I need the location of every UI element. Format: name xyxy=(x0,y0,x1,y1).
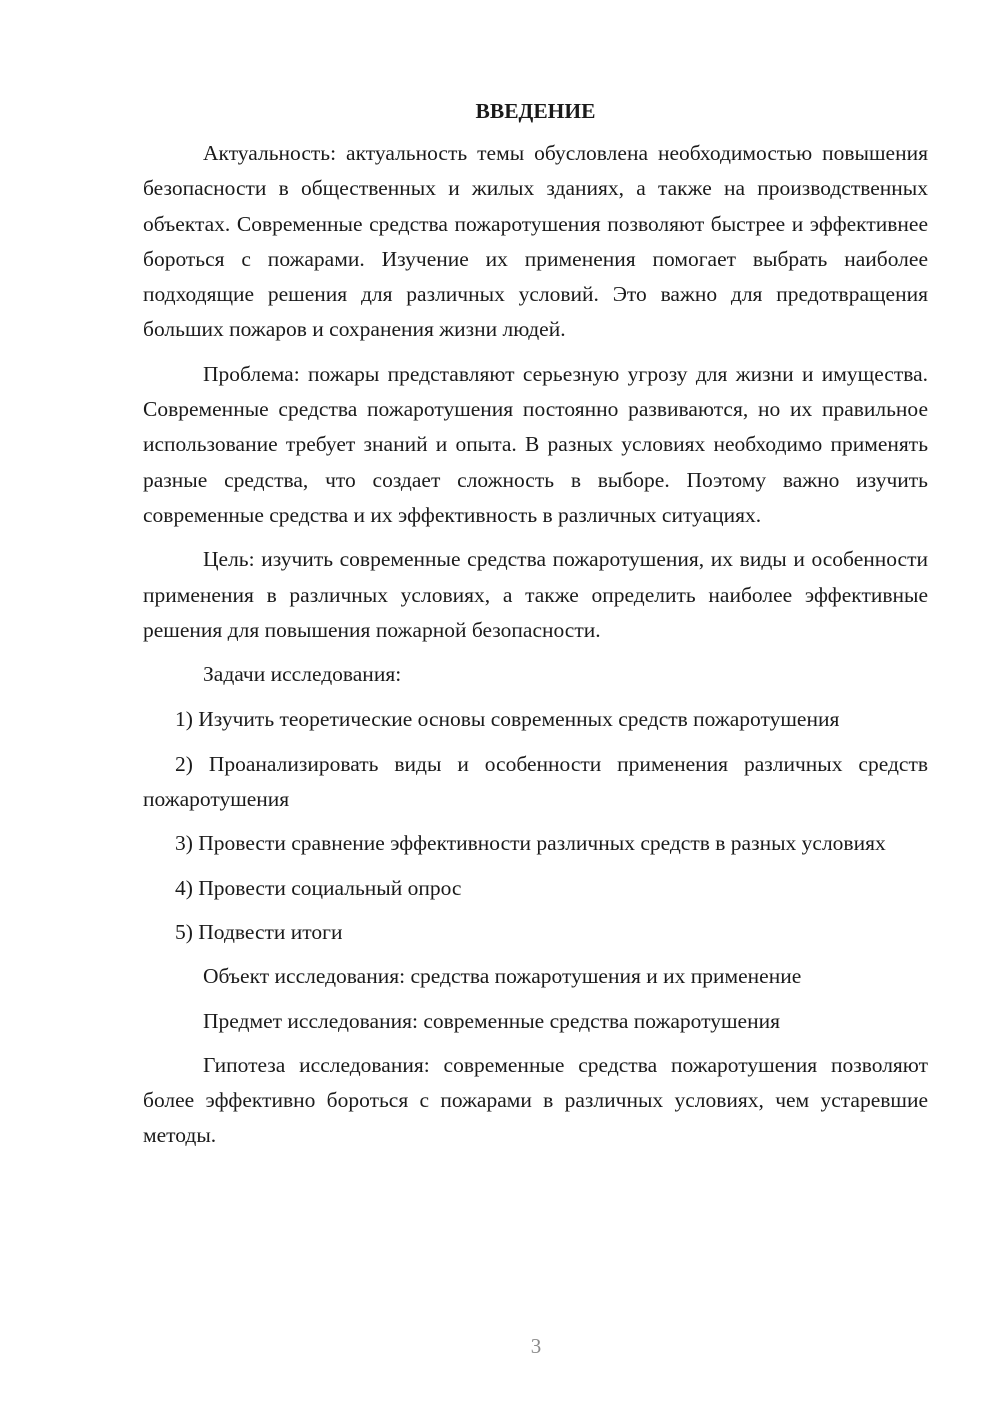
paragraph-goal: Цель: изучить современные средства пожаротушения, их виды и особенности применения в различных условиях, а также определить наиболее эффективные решения для повышения пожарной безопасности. xyxy=(143,547,928,642)
page-number: 3 xyxy=(530,1334,542,1358)
page-title: ВВЕДЕНИЕ xyxy=(475,99,596,123)
tasks-heading: Задачи исследования: xyxy=(203,662,402,687)
paragraph-object: Объект исследования: средства пожаротушения и их применение xyxy=(203,964,802,989)
paragraph-problem: Проблема: пожары представляют серьезную угрозу для жизни и имущества. Современные средства пожаротушения постоянно развиваются, но их правильное использование требует знаний и опыта. В разных условиях необходимо применять разные средства, что создает сложность в выборе. Поэтому важно изучить современные средства и их эффективность в различных ситуациях. xyxy=(143,361,928,527)
task-item: 3) Провести сравнение эффективности различных средств в разных условиях xyxy=(175,831,886,856)
task-item: 2) Проанализировать виды и особенности применения различных средств пожаротушения xyxy=(143,751,928,812)
paragraph-subject: Предмет исследования: современные средства пожаротушения xyxy=(203,1008,780,1033)
document-page xyxy=(143,96,928,1163)
task-item: 5) Подвести итоги xyxy=(175,919,343,944)
paragraph-hypothesis: Гипотеза исследования: современные средства пожаротушения позволяют более эффективно бороться с пожарами в различных условиях, чем устаревшие методы. xyxy=(143,1052,928,1148)
task-item: 1) Изучить теоретические основы современных средств пожаротушения xyxy=(175,707,840,732)
task-item: 4) Провести социальный опрос xyxy=(175,875,462,900)
paragraph-relevance: Актуальность: актуальность темы обусловлена необходимостью повышения безопасности в общественных и жилых зданиях, а также на производственных объектах. Современные средства пожаротушения позволяют быстрее и эффективнее бороться с пожарами. Изучение их применения помогает выбрать наиболее подходящие решения для различных условий. Это важно для предотвращения больших пожаров и сохранения жизни людей. xyxy=(143,141,928,342)
